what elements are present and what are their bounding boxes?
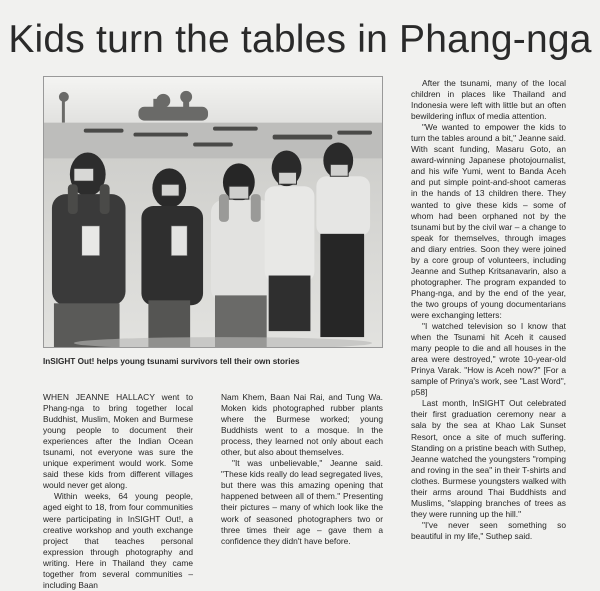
paragraph: Within weeks, 64 young people, aged eight to 18, from four communities were participating in InSIGHT Out!, a creative workshop and youth exchange project that teaches personal expression through photography and writing. Here in Thailand they came together from several communities – including Baan: [43, 491, 193, 590]
article-column-1: [43, 392, 193, 591]
paragraph: After the tsunami, many of the local children in places like Thailand and Indonesia were left with little but an often bewildering influx of media attention.: [411, 78, 566, 122]
article-title: Kids turn the tables in Phang-nga: [8, 18, 592, 61]
paragraph: Nam Khem, Baan Nai Rai, and Tung Wa. Moken kids photographed rubber plants where the Burmese worked; young Buddhists went to a mosque. In the process, they learned not only about each other, but also about themselves.: [221, 392, 383, 458]
photo-children-with-cameras: [44, 77, 382, 347]
paragraph: "I've never seen something so beautiful in my life," Suthep said.: [411, 519, 566, 541]
lead-in: WHEN JEANNE HALLACY: [43, 392, 156, 402]
photo-caption: InSIGHT Out! helps young tsunami survivors tell their own stories: [43, 357, 300, 366]
article-column-3: [411, 78, 566, 542]
paragraph: Last month, InSIGHT Out celebrated their first graduation ceremony near a sala by the sea at Khao Lak Sunset Resort, once a site of much suffering. Standing on a pristine beach with Suthep, Jeanne watched the youngsters "romping and roving in the sea" in their T-shirts and clothes. Burmese youngsters walked with their arms around Thai Buddhists and Muslims, "slapping branches of trees as they were running up the hill.": [411, 398, 566, 519]
paragraph: "We wanted to empower the kids to turn the tables around a bit," Jeanne said. With scant funding, Masaru Goto, an award-winning Japanese photojournalist, and his wife Yumi, went to Banda Aceh and put simple point-and-shoot cameras in the hands of 13 children there. They wanted to give these kids – some of whom had been orphaned not by the tsunami but by the civil war – a change to speak for themselves, through images and diary entries. Soon they were joined by a core group of volunteers, including Jeanne and Suthep Kritsanavarin, also a photographer. The program expanded to Phang-nga, and by the end of the year, the two groups of young documentarians were exchanging letters:: [411, 122, 566, 320]
paragraph: "I watched television so I know that when the Tsunami hit Aceh it caused many people to die and all houses in the area were destroyed," wrote 10-year-old Prinya Varak. "How is Aceh now?" [For a sample of Prinya's work, see "Last Word", p58]: [411, 321, 566, 398]
article-column-2: [221, 392, 383, 547]
article-photo: [43, 76, 383, 348]
paragraph: WHEN JEANNE HALLACY went to Phang-nga to bring together local Buddhist, Muslim, Moken and Burmese young people to document their experiences after the Indian Ocean tsunami, not everyone was sure the unique experiment would work. Some said these kids from different villages would never get along.: [43, 392, 193, 491]
paragraph: "It was unbelievable," Jeanne said. "These kids really do lead segregated lives, but there was this amazing opening that happened between all of them." Presenting their pictures – many of which look like the work of seasoned photographers two or three times their age – gave them a confidence they didn't have before.: [221, 458, 383, 546]
